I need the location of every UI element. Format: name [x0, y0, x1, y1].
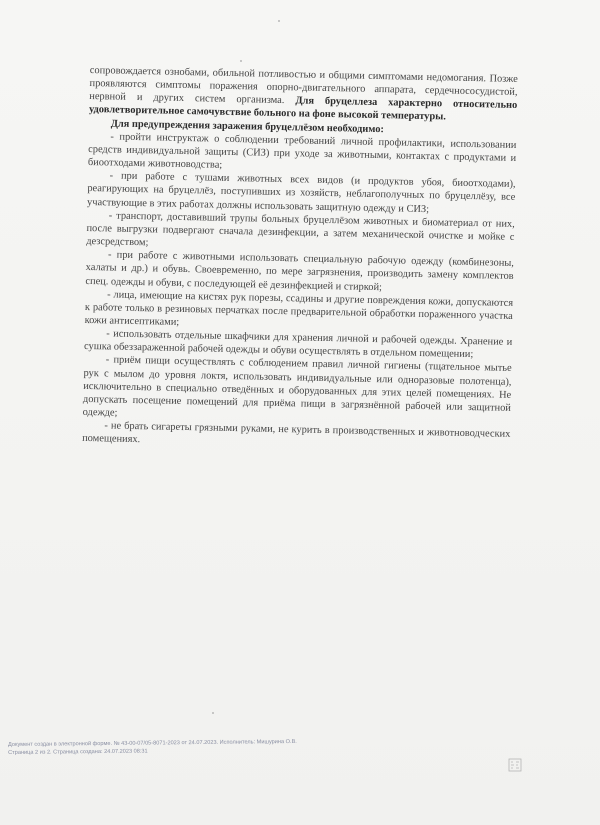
intro-bold-text: Для бруцеллеза характерно относительно удовлетворительное самочувствие больного на фоне высокой температуры.: [88, 95, 518, 123]
barcode-stamp-icon: [508, 758, 522, 772]
intro-text: сопровождается ознобами, обильной потливостью и общими симптомами недомогания. Позже проявляются симптомы поражения опорно-двигательного аппарата, сердечнососудистой, нервной и других систем организма.: [89, 64, 518, 107]
prevention-heading-text: Для предупреждения заражения бруцеллёзом необходимо:: [110, 118, 385, 135]
list-item: - при работе с животными использовать специальную рабочую одежду (комбинезоны, халаты и др.) и обувь. Своевременно, по мере загрязнения, производить замену комплектов спец. одежды и обуви, с последующей её дезинфекцией и стиркой;: [85, 249, 515, 293]
list-item: - транспорт, доставивший трупы больных бруцеллёзом животных и биоматериал от них, после выгрузки подвергают сначала дезинфекции, а затем механической очистке и мойке с дезсредством;: [86, 210, 515, 249]
list-item: - лица, имеющие на кистях рук порезы, ссадины и другие повреждения кожи, допускаются к работе только в резиновых перчатках после предварительной обработки пораженного участка кожи антисептиками;: [84, 289, 514, 328]
list-item: - использовать отдельные шкафчики для хранения личной и рабочей одежды. Хранение и сушка обеззараженной рабочей одежды и обуви осуществлять в отдельном помещении;: [83, 328, 513, 361]
scan-speck: [278, 20, 280, 22]
list-item: - не брать сигареты грязными руками, не курить в производственных и животноводческих помещениях.: [82, 420, 511, 446]
list-item: - пройти инструктаж о соблюдении требований личной профилактики, использовании средств индивидуальной защиты (СИЗ) при уходе за животными, контактах с продуктами и биоотходами животноводства;: [87, 131, 517, 171]
scan-speck: [212, 712, 214, 714]
scan-speck: [240, 60, 242, 62]
document-body: [82, 64, 518, 454]
footer-line-2: Страница 2 из 2. Страница создана: 24.07.2023 08:31: [8, 748, 148, 756]
list-item: - при работе с тушами животных всех видов (и продуктов убоя, биоотходами), реагирующих на бруцеллёз, поступивших из хозяйств, неблагополучных по бруцеллёзу, все участвующие в этих работах должны использовать защитную одежду и СИЗ;: [86, 170, 516, 215]
footer-line-1: Документ создан в электронной форме. № 43-00-07/05-8071-2023 от 24.07.2023. Исполнитель: Мишурина О.В.: [8, 738, 297, 748]
document-footer: [8, 737, 408, 757]
list-item: - приём пищи осуществлять с соблюдением правил личной гигиены (тщательное мытье рук с мылом до уровня локтя, использовать индивидуальные или одноразовые полотенца), исключительно в специально отведённых и оборудованных для этих целей помещениях. Не допускать посещение помещений для приёма пищи в загрязнённой рабочей или защитной одежде;: [82, 354, 512, 419]
paragraph-intro: [89, 64, 518, 126]
